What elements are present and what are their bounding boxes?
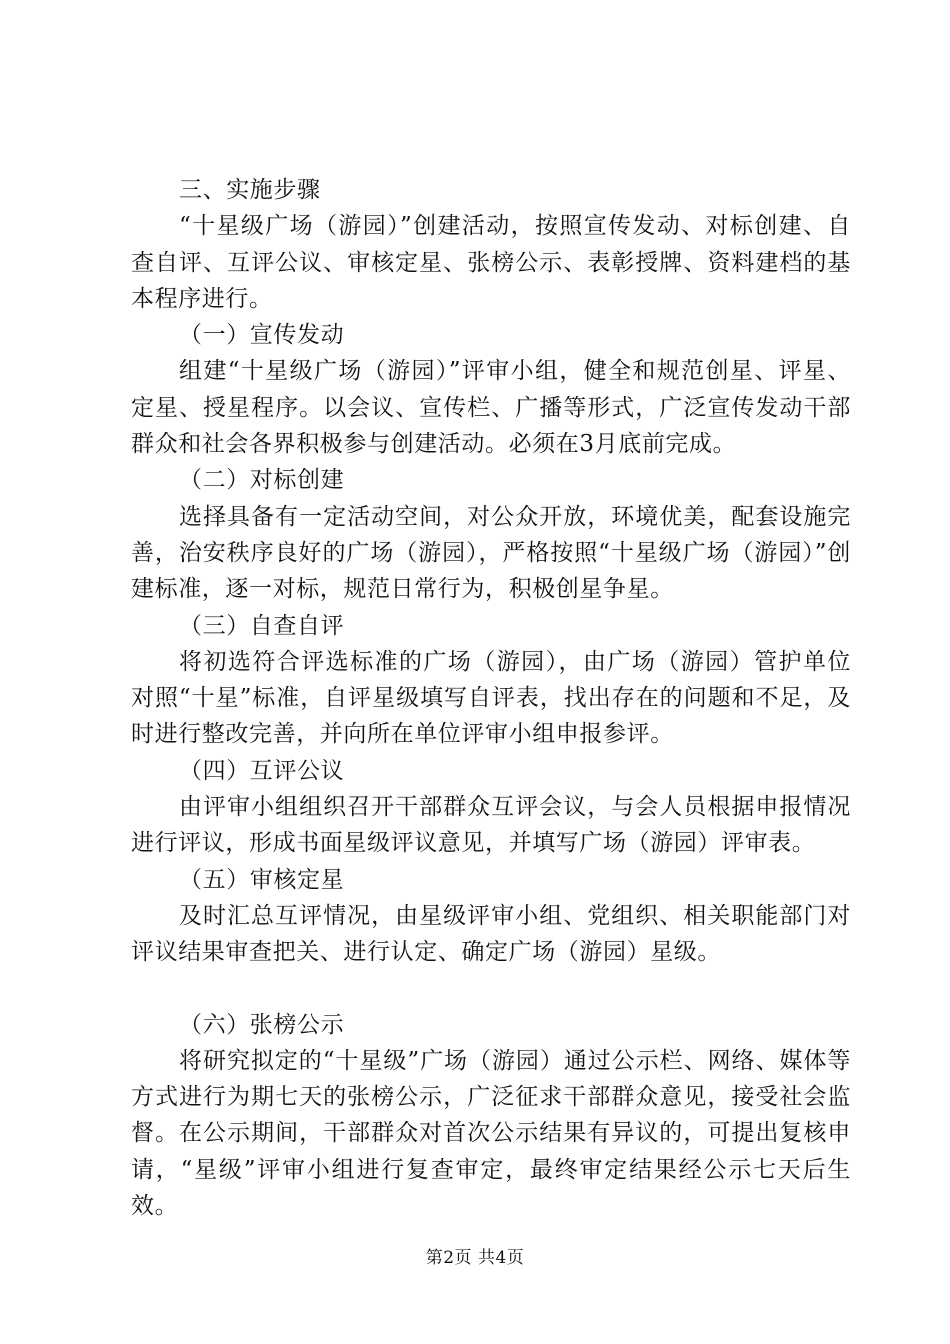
page-number-footer: 第2页 共4页 [425,1248,525,1268]
section-paragraph: 组建“十星级广场（游园）”评审小组，健全和规范创星、评星、定星、授星程序。以会议、宣传栏、广播等形式，广泛宣传发动干部群众和社会各界积极参与创建活动。必须在3月底前完成。 [131,358,851,458]
section-heading: （五）审核定星 [179,866,345,893]
section-paragraph: 及时汇总互评情况，由星级评审小组、党组织、相关职能部门对评议结果审查把关、进行认定、确定广场（游园）星级。 [131,902,851,966]
section-paragraph: 将初选符合评选标准的广场（游园），由广场（游园）管护单位对照“十星”标准，自评星级填写自评表，找出存在的问题和不足，及时进行整改完善，并向所在单位评审小组申报参评。 [131,648,851,748]
section-paragraph: 由评审小组组织召开干部群众互评会议，与会人员根据申报情况进行评议，形成书面星级评议意见，并填写广场（游园）评审表。 [131,794,851,857]
section-paragraph: “十星级广场（游园）”创建活动，按照宣传发动、对标创建、自查自评、互评公议、审核定星、张榜公示、表彰授牌、资料建档的基本程序进行。 [131,213,851,312]
paragraph-spacer [131,971,851,1007]
section-heading: （三）自查自评 [179,612,345,639]
section-heading: （二）对标创建 [179,467,345,494]
section-paragraph: 将研究拟定的“十星级”广场（游园）通过公示栏、网络、媒体等方式进行为期七天的张榜公示，广泛征求干部群众意见，接受社会监督。在公示期间，干部群众对首次公示结果有异议的，可提出复核申请，“星级”评审小组进行复查审定，最终审定结果经公示七天后生效。 [131,1047,851,1220]
section-heading: （四）互评公议 [179,757,345,784]
section-heading: （六）张榜公示 [179,1011,345,1038]
section-heading: 三、实施步骤 [179,177,321,203]
section-heading: （一）宣传发动 [179,322,345,349]
section-paragraph: 选择具备有一定活动空间，对公众开放，环境优美，配套设施完善，治安秩序良好的广场（游园），严格按照“十星级广场（游园）”创建标准，逐一对标，规范日常行为，积极创星争星。 [131,503,851,603]
document-body [131,172,851,1224]
